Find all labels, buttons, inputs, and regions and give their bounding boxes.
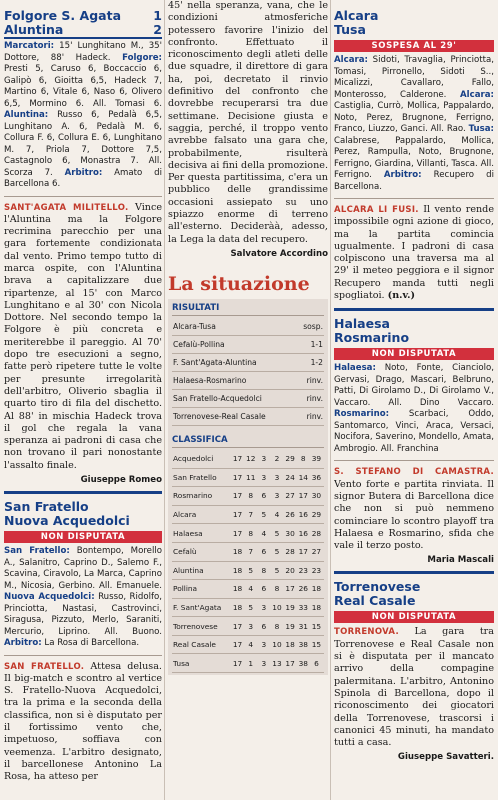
standings-value: 29 bbox=[311, 510, 322, 520]
article-halaesa-rosmarino bbox=[334, 317, 494, 565]
standings-value: 4 bbox=[248, 640, 254, 650]
standings-team: Pollina bbox=[173, 584, 198, 594]
standings-team: Real Casale bbox=[173, 640, 216, 650]
tab-text: Scarbaci, Oddo, Santomarco, Vinci, Araca, Versaci, Nocifora, Saverino, Mondello, Amata, Ambrogio. All. Franchina bbox=[334, 409, 494, 454]
home-team: Torrenovese bbox=[334, 579, 421, 595]
article-body bbox=[4, 202, 162, 473]
tab-label: Arbitro: bbox=[4, 638, 42, 649]
standings-team: Aluntina bbox=[173, 565, 204, 575]
standings-value: 38 bbox=[298, 658, 308, 668]
standings-title: CLASSIFICA bbox=[172, 435, 324, 448]
standings-value: 7 bbox=[248, 547, 254, 557]
standings-value: 10 bbox=[272, 602, 282, 612]
standings-value: 6 bbox=[261, 584, 267, 594]
standings-value: 24 bbox=[285, 472, 295, 482]
standings-value: 11 bbox=[246, 472, 256, 482]
standings-value: 16 bbox=[298, 528, 308, 538]
standings-row bbox=[172, 469, 324, 488]
tabellino bbox=[4, 546, 162, 650]
tab-label: Folgore: bbox=[122, 52, 162, 63]
status-badge: NON DISPUTATA bbox=[334, 611, 494, 623]
standings-row bbox=[172, 450, 324, 469]
standings-value: 27 bbox=[285, 491, 295, 501]
result-match: Alcara-Tusa bbox=[173, 321, 216, 331]
away-score: 2 bbox=[153, 22, 162, 37]
standings-value: 3 bbox=[274, 472, 280, 482]
standings-value: 18 bbox=[232, 584, 243, 594]
result-row bbox=[172, 354, 324, 372]
standings-value: 17 bbox=[285, 584, 295, 594]
tab-text: Presti 5, Caruso 6, Boccaccio 6, Galipò 6, Gioitta 6,5, Hadeck 7, Martino 6, Vitale 6, Naso 6, Olivero 6,5, Morminо 6. All. Tomasi 6. bbox=[4, 64, 162, 109]
column-divider bbox=[164, 0, 165, 800]
result-match: Halaesa-Rosmarino bbox=[173, 375, 247, 385]
standings-value: 28 bbox=[311, 528, 322, 538]
dateline: TORRENOVA. bbox=[334, 627, 399, 638]
away-team: Tusa bbox=[334, 22, 366, 37]
status-badge: NON DISPUTATA bbox=[334, 348, 494, 360]
header-rule bbox=[4, 37, 162, 39]
article-body bbox=[334, 204, 494, 302]
standings-row bbox=[172, 636, 324, 655]
tab-text: Castiglia, Currò, Mollica, Pappalardo, Noto, Perez, Brugnone, Ferrigno, Franco, Liuzzo, Ganci. All. Rao. bbox=[334, 101, 494, 134]
tabellino bbox=[4, 41, 162, 191]
standings-value: 29 bbox=[285, 454, 295, 464]
standings-value: 3 bbox=[274, 491, 280, 501]
divider bbox=[334, 460, 494, 461]
standings-value: 4 bbox=[274, 510, 280, 520]
standings-value: 19 bbox=[285, 602, 295, 612]
match-header bbox=[334, 580, 494, 608]
standings-value: 18 bbox=[285, 640, 295, 650]
standings-value: 15 bbox=[311, 621, 322, 631]
away-team: Real Casale bbox=[334, 593, 416, 609]
standings-value: 6 bbox=[261, 547, 267, 557]
standings-value: 17 bbox=[232, 658, 243, 668]
column-left bbox=[4, 0, 162, 800]
standings-value: 30 bbox=[285, 528, 295, 538]
standings-value: 38 bbox=[298, 640, 308, 650]
standings-value: 15 bbox=[311, 640, 322, 650]
standings-value: 4 bbox=[261, 528, 267, 538]
byline: Maria Mascali bbox=[427, 555, 494, 566]
tab-label: San Fratello: bbox=[4, 546, 70, 557]
result-row bbox=[172, 336, 324, 354]
standings-team: Cefalù bbox=[173, 547, 197, 557]
result-row bbox=[172, 318, 324, 336]
standings-team: Halaesa bbox=[173, 528, 203, 538]
column-divider bbox=[330, 0, 331, 800]
standings-value: 20 bbox=[285, 565, 295, 575]
tab-label: Alcara: bbox=[460, 89, 494, 100]
standings-table bbox=[172, 450, 324, 673]
standings-team: Rosmarino bbox=[173, 491, 213, 501]
standings-value: 26 bbox=[285, 510, 295, 520]
byline: (n.v.) bbox=[387, 290, 415, 302]
section-separator bbox=[4, 491, 162, 494]
standings-value: 17 bbox=[232, 640, 243, 650]
standings-value: 17 bbox=[232, 528, 243, 538]
result-row bbox=[172, 390, 324, 408]
standings-value: 3 bbox=[261, 640, 267, 650]
standings-value: 19 bbox=[285, 621, 295, 631]
article-body bbox=[334, 466, 494, 552]
standings-value: 27 bbox=[311, 547, 322, 557]
standings-row bbox=[172, 654, 324, 673]
result-row bbox=[172, 408, 324, 426]
standings-team: Tusa bbox=[173, 658, 190, 668]
standings-value: 5 bbox=[274, 528, 280, 538]
result-match: F. Sant'Agata-Aluntina bbox=[173, 357, 257, 367]
tabellino bbox=[334, 363, 494, 455]
tab-text: La Rosa di Barcellona. bbox=[41, 638, 140, 649]
dateline: SANT'AGATA MILITELLO. bbox=[4, 202, 129, 213]
standings-value: 8 bbox=[274, 621, 280, 631]
standings-row bbox=[172, 543, 324, 562]
standings-value: 31 bbox=[298, 621, 308, 631]
dateline: S. STEFANO DI CAMASTRA. bbox=[334, 467, 494, 478]
match-header bbox=[4, 9, 162, 37]
results-list bbox=[172, 318, 324, 426]
standings-value: 13 bbox=[272, 658, 282, 668]
standings-value: 3 bbox=[261, 472, 267, 482]
standings-team: F. Sant'Agata bbox=[173, 602, 222, 612]
byline: Giuseppe Romeo bbox=[80, 475, 162, 486]
result-match: San Fratello-Acquedolci bbox=[173, 393, 262, 403]
article-body-continued: 45' nella speranza, vana, che le condizioni atmosferiche potessero favorire l'inizio del confronto. Effettuato il riconoscimento degli atleti delle due squadre, il direttore di gara ha, poi, decretato il rinvio definitivo del confronto che dovrebbe recuperarsi tra due settimane. Decisione giusta e saggia, perché, il troppo vento avrebbe falsato una gara che, probabilmente, risulterà decisiva ai fini della promozione. Per questa partitissima, c'era un pubblico delle grandissime occasioni assiepato su uno spiazzo enorme di terreno all'esterno. Decideràà, adesso, la Lega la data del recupero. bbox=[168, 0, 328, 245]
standings-value: 33 bbox=[298, 602, 308, 612]
match-header bbox=[334, 317, 494, 345]
standings-value: 8 bbox=[248, 491, 254, 501]
tabellino bbox=[334, 55, 494, 193]
standings-value: 18 bbox=[232, 602, 243, 612]
dateline: ALCARA LI FUSI. bbox=[334, 205, 419, 215]
standings-value: 17 bbox=[232, 621, 243, 631]
article-torrenovese-realcasale bbox=[334, 580, 494, 762]
article-body bbox=[334, 626, 494, 749]
status-badge: NON DISPUTATA bbox=[4, 531, 162, 543]
standings-value: 3 bbox=[261, 454, 267, 464]
dateline: SAN FRATELLO. bbox=[4, 661, 85, 672]
standings-value: 17 bbox=[232, 510, 243, 520]
tab-text: Amato di Barcellona 6. bbox=[4, 167, 162, 189]
away-team: Rosmarino bbox=[334, 330, 410, 346]
standings-value: 8 bbox=[261, 565, 267, 575]
column-right bbox=[334, 0, 494, 800]
divider bbox=[334, 198, 494, 199]
tab-text: Recupero di Barcellona. bbox=[334, 170, 494, 192]
standings-value: 17 bbox=[298, 547, 308, 557]
column-middle bbox=[168, 0, 328, 800]
standings-value: 17 bbox=[232, 454, 243, 464]
standings-value: 8 bbox=[248, 528, 254, 538]
result-score: sosp. bbox=[303, 321, 323, 331]
standings-value: 17 bbox=[298, 491, 308, 501]
away-team: Aluntina bbox=[4, 22, 64, 37]
tab-label: Aluntina: bbox=[4, 110, 49, 120]
standings-value: 26 bbox=[298, 584, 308, 594]
article-alcara-tusa bbox=[334, 9, 494, 302]
tab-text: 15' Lunghitano M., 35' Dottore, 88' Hadeck. bbox=[4, 41, 162, 63]
standings-value: 16 bbox=[298, 510, 308, 520]
tab-text: Sidoti, Travaglia, Princiotta, Tomasi, Pirronello, Sidoti S.., Micalizzi, Cavallaro, Fallo, Monterosso, Calderone. bbox=[334, 55, 494, 100]
standings-value: 17 bbox=[285, 658, 295, 668]
byline: Giuseppe Savatteri. bbox=[397, 752, 494, 763]
home-team: San Fratello bbox=[4, 499, 89, 515]
standings-row bbox=[172, 562, 324, 581]
match-header bbox=[4, 500, 162, 528]
result-score: 1-2 bbox=[310, 357, 323, 367]
home-team: Alcara bbox=[334, 8, 379, 23]
standings-value: 23 bbox=[311, 565, 322, 575]
home-score: 1 bbox=[153, 8, 162, 23]
standings-row bbox=[172, 524, 324, 543]
away-team: Nuova Acquedolci bbox=[4, 513, 130, 529]
tab-label: Nuova Acquedolci: bbox=[4, 592, 95, 603]
standings-value: 14 bbox=[298, 472, 308, 482]
standings-value: 3 bbox=[261, 602, 267, 612]
standings-value: 18 bbox=[232, 547, 243, 557]
tab-label: Rosmarino: bbox=[334, 409, 390, 420]
standings-value: 8 bbox=[274, 584, 280, 594]
standings-value: 18 bbox=[311, 602, 322, 612]
body-text: Vince l'Aluntina ma la Folgore recrimina parecchio per una gara fortemente condizionata dal vento. Primo tempo tutto di marca ospite, con l'Aluntina brava a capitalizzare due ripartenze, al 15' con Marco Lunghitano e al 30' con Nicola Dottore. Nel secondo tempo la Folgore è più concreta e meriterebbe il pareggio. Al 70' dopo tre esecuzioni a segno, fatte però ripetere tutte le volte per presunte irregolarità dell'arbitro, Oliverio sbaglia il quarto tiro di fila del dischetto. Al 88' in mischia Hadeck trova il gol che regala la vana speranza ai padroni di casa che non trovano il pari nonostante l'assalto finale. bbox=[4, 201, 162, 471]
standings-value: 5 bbox=[274, 547, 280, 557]
section-separator bbox=[334, 571, 494, 574]
standings-value: 7 bbox=[248, 510, 254, 520]
result-score: rinv. bbox=[306, 393, 323, 403]
standings-value: 23 bbox=[298, 565, 308, 575]
standings-value: 4 bbox=[248, 584, 254, 594]
section-title: La situazione bbox=[168, 272, 310, 295]
standings-value: 5 bbox=[248, 565, 254, 575]
tab-label: Arbitro: bbox=[64, 167, 103, 178]
status-badge: SOSPESA AL 29' bbox=[334, 40, 494, 52]
result-match: Cefalù-Pollina bbox=[173, 339, 225, 349]
body-text: Attesa delusa. Il big-match e scontro al vertice S. Fratello-Nuova Acquedolci, tra la prima e la seconda della classifica, non si è disputato per il fortissimo vento che, impetuoso, soffiava con veemenza. L'arbitro designato, il barcellonese Antonino La Rosa, ha atteso per bbox=[4, 660, 162, 783]
tab-text: Calabrese, Pappalardo, Mollica, Perez, Rampulla, Noto, Brugnone, Ferrigno, Giardina, Villanti, Tasca. All. Ferrigno. bbox=[334, 135, 494, 180]
tab-label: Arbitro: bbox=[383, 170, 422, 180]
standings-value: 5 bbox=[261, 510, 267, 520]
match-header bbox=[334, 9, 494, 37]
results-title: RISULTATI bbox=[172, 303, 324, 316]
tab-text: Russo 6, Pedalà 6,5, Lunghitano A. 6, Pedalà M. 6, Collura F. 6, Collura E. 6, Lunghitano M. 7, Priola 7, Dottore 7,5, Castagnolo 6, Monastra 7. All. Scorza 7. bbox=[4, 110, 162, 178]
standings-value: 3 bbox=[248, 621, 254, 631]
tab-text: Russo, Ridolfo, Princiotta, Nastasi, Castrovinci, Siragusa, Pizzuto, Merlo, Saraniti, Mercurio, Liprino. All. Buono. bbox=[4, 592, 162, 637]
standings-value: 18 bbox=[232, 565, 243, 575]
body-text: La gara tra Torrenovese e Real Casale non si è disputata per il mancato arrivo della compagine palermitana. L'arbitro, Antonino Spinola di Barcellona, dopo il riconoscimento dei giocatori della Torrenovese, trascorsi i canonici 45 minuti, ha mandato tutti a casa. bbox=[334, 626, 494, 749]
standings-value: 18 bbox=[311, 584, 322, 594]
standings-value: 6 bbox=[261, 621, 267, 631]
standings-value: 5 bbox=[248, 602, 254, 612]
tab-label: Halaesa: bbox=[334, 363, 376, 374]
standings-row bbox=[172, 599, 324, 618]
standings-value: 30 bbox=[311, 491, 322, 501]
standings-value: 8 bbox=[300, 454, 306, 464]
standings-value: 39 bbox=[311, 454, 322, 464]
result-score: rinv. bbox=[306, 411, 323, 421]
standings-row bbox=[172, 506, 324, 525]
standings-value: 17 bbox=[232, 472, 243, 482]
standings-value: 5 bbox=[274, 565, 280, 575]
section-separator bbox=[334, 308, 494, 311]
body-text: Vento forte e partita rinviata. Il signor Butera di Barcellona dice che non si può nemmeno cominciare lo scontro playoff tra Halaesa e Rosmarino, sfida che vale il terzo posto. bbox=[334, 478, 494, 552]
tab-label: Tusa: bbox=[468, 124, 494, 134]
result-score: rinv. bbox=[306, 375, 323, 385]
tab-label: Marcatori: bbox=[4, 41, 55, 51]
standings-team: Alcara bbox=[173, 510, 197, 520]
standings-value: 2 bbox=[274, 454, 280, 464]
results-box bbox=[168, 299, 328, 675]
standings-value: 6 bbox=[314, 658, 319, 668]
standings-team: San Fratello bbox=[173, 472, 217, 482]
standings-value: 10 bbox=[272, 640, 282, 650]
result-match: Torrenovese-Real Casale bbox=[173, 411, 266, 421]
tab-text: Bontempo, Morello A., Salanitro, Caprino D., Salemo F., Scavina, Ciravolo, La Marca, Caprino M., Nicosia, Gerbino. All. Emanuele. bbox=[4, 546, 162, 591]
home-team: Folgore S. Agata bbox=[4, 8, 122, 23]
standings-team: Torrenovese bbox=[173, 621, 218, 631]
divider bbox=[4, 196, 162, 197]
tab-text: Noto, Fonte, Cianciolo, Gervasi, Drago, Mascari, Belbruno, Patti, Di Girolamo D., Di Girolamo V., Vaccaro. All. Dino Vaccaro. bbox=[334, 363, 494, 408]
standings-value: 28 bbox=[285, 547, 295, 557]
standings-row bbox=[172, 487, 324, 506]
tab-label: Alcara: bbox=[334, 55, 368, 65]
divider bbox=[4, 655, 162, 656]
article-sanfratello-acquedolci bbox=[4, 500, 162, 783]
standings-row bbox=[172, 617, 324, 636]
standings-value: 1 bbox=[248, 658, 254, 668]
standings-value: 12 bbox=[246, 454, 256, 464]
body-text: Il vento rende impossibile ogni azione di gioco, ma la partita comincia ugualmente. I padroni di casa colpiscono una traversa ma al 29' il meteo peggiora e il signor Recupero manda tutti negli spogliatoi. bbox=[334, 204, 494, 302]
result-score: 1-1 bbox=[310, 339, 323, 349]
standings-value: 6 bbox=[261, 491, 267, 501]
article-folgore-aluntina bbox=[4, 9, 162, 485]
byline: Salvatore Accordino bbox=[230, 248, 328, 259]
standings-row bbox=[172, 580, 324, 599]
article-body bbox=[4, 661, 162, 784]
result-row bbox=[172, 372, 324, 390]
standings-value: 36 bbox=[311, 472, 322, 482]
standings-value: 3 bbox=[261, 658, 267, 668]
standings-value: 17 bbox=[232, 491, 243, 501]
home-team: Halaesa bbox=[334, 316, 390, 332]
standings-team: Acquedolci bbox=[173, 454, 214, 464]
